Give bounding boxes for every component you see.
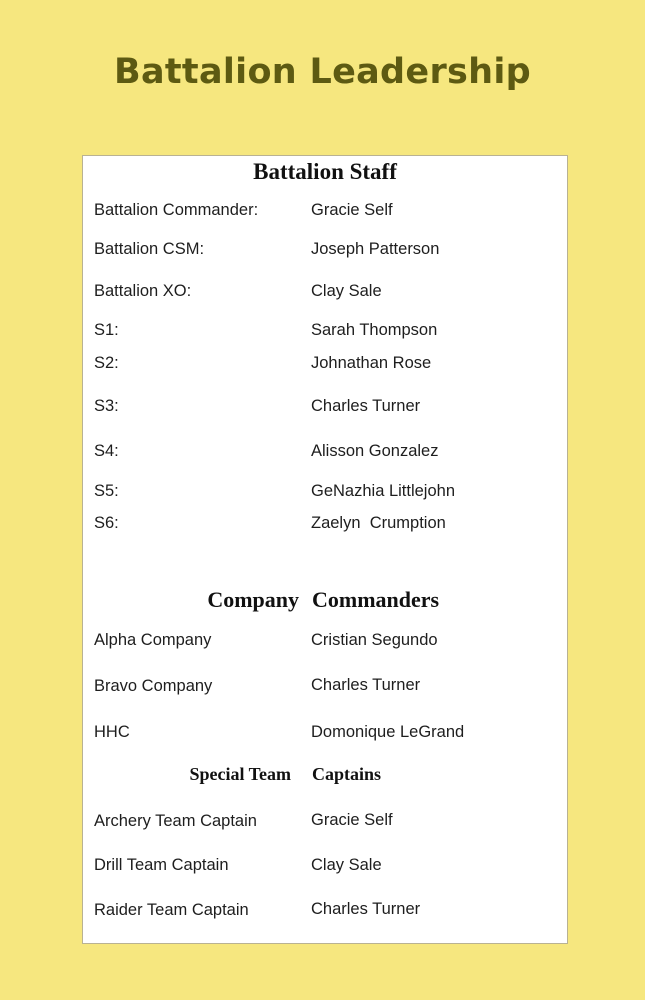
company-name-alpha: Cristian Segundo xyxy=(311,631,438,649)
special-team-heading-left: Special Team xyxy=(189,764,291,784)
company-name-hhc: Domonique LeGrand xyxy=(311,723,465,741)
company-unit-alpha: Alpha Company xyxy=(94,631,212,649)
team-archery: Archery Team Captain xyxy=(94,812,257,830)
team-raider: Raider Team Captain xyxy=(94,901,249,919)
staff-name-xo: Clay Sale xyxy=(311,282,382,300)
staff-role-s3: S3: xyxy=(94,397,119,415)
battalion-staff-title: Battalion Staff xyxy=(253,159,397,184)
staff-name-s5: GeNazhia Littlejohn xyxy=(311,482,456,500)
leadership-card xyxy=(82,155,568,944)
staff-role-xo: Battalion XO: xyxy=(94,282,192,300)
page-title: Battalion Leadership xyxy=(113,52,532,92)
staff-name-csm: Joseph Patterson xyxy=(311,240,440,258)
staff-role-csm: Battalion CSM: xyxy=(94,240,205,258)
staff-name-commander: Gracie Self xyxy=(311,201,393,219)
staff-name-s4: Alisson Gonzalez xyxy=(311,442,439,460)
special-team-heading-right: Captains xyxy=(312,764,382,784)
team-drill: Drill Team Captain xyxy=(94,856,229,874)
staff-role-s4: S4: xyxy=(94,442,119,460)
company-commanders-heading-right: Commanders xyxy=(312,587,440,612)
staff-role-commander: Battalion Commander: xyxy=(94,201,259,219)
staff-name-s6: Zaelyn Crumption xyxy=(311,514,446,532)
staff-role-s5: S5: xyxy=(94,482,119,500)
staff-role-s2: S2: xyxy=(94,354,119,372)
staff-name-s2: Johnathan Rose xyxy=(311,354,432,372)
team-captain-drill: Clay Sale xyxy=(311,856,382,874)
company-commanders-heading-left: Company xyxy=(207,587,299,612)
staff-role-s6: S6: xyxy=(94,514,119,532)
team-captain-raider: Charles Turner xyxy=(311,900,421,918)
team-captain-archery: Gracie Self xyxy=(311,811,393,829)
staff-role-s1: S1: xyxy=(94,321,119,339)
staff-name-s3: Charles Turner xyxy=(311,397,421,415)
company-name-bravo: Charles Turner xyxy=(311,676,421,694)
company-unit-hhc: HHC xyxy=(94,723,130,741)
staff-name-s1: Sarah Thompson xyxy=(311,321,438,339)
company-unit-bravo: Bravo Company xyxy=(94,677,213,695)
